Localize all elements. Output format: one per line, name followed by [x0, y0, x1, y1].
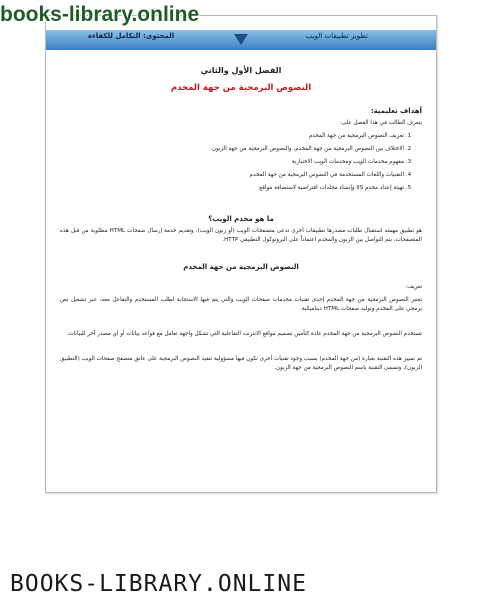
paragraph-2: تستخدم النصوص البرمجية من جهة المخدم عادة كتأمين تصميم مواقع الانترنت التفاعلية التي تشكل واجهة تعامل مع قواعد بيانات أو أي مصدر آخر للبيانات.: [66, 331, 422, 337]
web-server-text: هو تطبيق مهمته استقبال طلبات مصدرها تطبيقات أخرى تدعى متصفحات الويب (أو زبون الويب)، وتقديم خدمة إرسال صفحات HTML مطلوبة من قبل هذه المتصفحات، يتم التواصل بين الزبون والمخدم اعتماداً على البروتوكول التطبيقي HTTP.: [60, 228, 422, 243]
page-header: [46, 30, 436, 50]
objectives-heading: أهداف تعليمية:: [370, 107, 422, 115]
definition-label: تعريف:: [405, 284, 422, 290]
list-item: 2. الاختلاف بين النصوص البرمجية من جهة المخدم، والنصوص البرمجية من جهة الزبون: [60, 143, 404, 156]
list-item: 5. تهيئة إعداد مخدم IIS وإنشاء مجلدات افتراضية لاستضافة مواقع: [60, 182, 404, 195]
triangle-down-icon: [234, 34, 248, 45]
page-content: [60, 66, 422, 373]
list-item: 3. مفهوم مخدمات الويب ومخدمات الويب الاختبارية: [60, 156, 404, 169]
section-heading: النصوص البرمجية من جهة المخدم: [183, 263, 299, 271]
paragraph-3: تم تمييز هذه التقنية بعبارة (من جهة المخدم) بسبب وجود تقنيات أخرى تكون فيها مسؤولية تنفيذ النصوص البرمجية على عاتق متصفح صفحات الويب (التطبيق الزبون)، وتسمى التقنية باسم النصوص البرمجية من جهة الزبون.: [60, 356, 422, 371]
watermark-bottom: BOOKS-LIBRARY.ONLINE: [10, 571, 307, 597]
list-item: 4. التقنيات واللغات المستخدمة في النصوص البرمجية من جهة المخدم: [60, 169, 404, 182]
objectives-list: [60, 130, 422, 195]
paragraph-1: تعتبر النصوص البرمجية من جهة المخدم إحدى تقنيات مخدمات صفحات الويب والتي يتم فيها الاستجابة لطلب المستخدم والتفاعل معه، عبر تشغيل نص برمجي على المخدم وتوليد صفحات HTML ديناميكية.: [60, 297, 422, 312]
watermark-top: books-library.online: [0, 3, 200, 26]
objectives-intro: يتعرف الطالب في هذا الفصل على:: [339, 120, 422, 126]
web-server-heading: ما هو مخدم الويب؟: [208, 215, 274, 223]
chapter-label: الفصل الأول والثاني: [200, 66, 282, 75]
header-left-text: المحتوى: التكامل للكفاءة: [88, 32, 175, 40]
chapter-title: النصوص البرمجية من جهة المخدم: [170, 83, 312, 93]
document-page: [45, 15, 437, 493]
header-right-text: تطوير تطبيقات الويب: [305, 32, 368, 40]
list-item: 1. تعريف النصوص البرمجية من جهة المخدم: [60, 130, 404, 143]
